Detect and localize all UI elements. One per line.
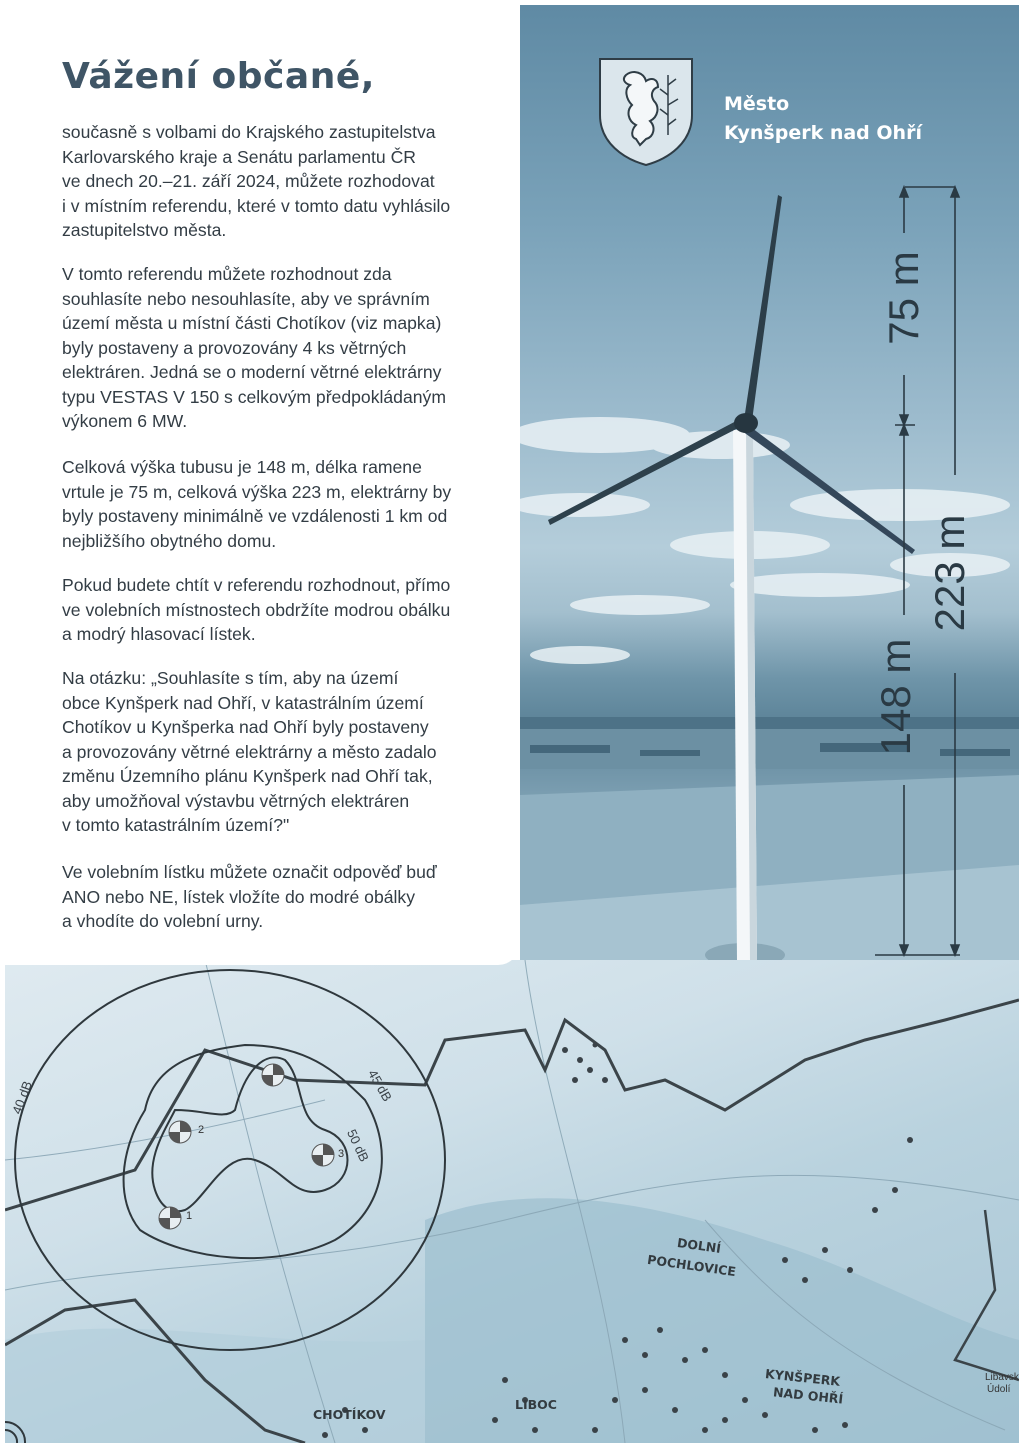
dimension-label-total: 223 m: [926, 514, 973, 632]
turbine-number-3: 3: [338, 1148, 345, 1160]
text-line: ve volebních místnostech obdržíte modrou obálku: [62, 599, 451, 620]
noise-label-40db: 40 dB: [9, 1078, 35, 1117]
text-line: nejbližšího obytného domu.: [62, 530, 277, 551]
noise-label-45db: 45 dB: [365, 1067, 395, 1104]
dimension-label-tower: 148 m: [872, 638, 919, 756]
town-name: [724, 90, 922, 148]
text-line: vrtule je 75 m, celková výška 223 m, elektrárny by: [62, 481, 452, 502]
town-line-1: Město: [724, 93, 790, 115]
text-line: Chotíkov u Kynšperka nad Ohří byly postaveny: [62, 717, 429, 737]
place-label-nad-ohri: NAD OHŘÍ: [772, 1384, 844, 1407]
coat-of-arms-icon: [596, 55, 696, 167]
text-line: typu VESTAS V 150 s celkovým předpokládaným: [62, 386, 446, 407]
place-label-kynsperk: KYNŠPERK: [764, 1366, 841, 1389]
text-line: Celková výška tubusu je 148 m, délka ramene: [62, 457, 422, 477]
text-line: současně s volbami do Krajského zastupitelstva: [62, 122, 436, 142]
text-line: Na otázku: „Souhlasíte s tím, aby na území: [62, 668, 399, 688]
place-label-udoli: Údolí: [987, 1384, 1011, 1395]
noise-label-50db: 50 dB: [344, 1126, 372, 1165]
text-line: ve dnech 20.–21. září 2024, můžete rozhodovat: [62, 171, 435, 191]
paragraph-dimensions: [62, 455, 512, 553]
text-line: elektráren. Jedná se o moderní větrné elektrárny: [62, 362, 442, 382]
turbine-number-1: 1: [186, 1210, 193, 1222]
text-line: byly postaveny minimálně ve vzdálenosti 1 km od: [62, 506, 448, 526]
turbine-number-2: 2: [198, 1124, 205, 1136]
paragraph-intro: [62, 120, 512, 243]
text-line: Ve volebním lístku můžete označit odpověď buď: [62, 862, 437, 882]
text-line: zastupitelstvo města.: [62, 220, 227, 240]
text-line: v tomto katastrálním území?": [62, 815, 290, 835]
place-label-dolni: DOLNÍ: [676, 1235, 722, 1256]
text-line: Karlovarského kraje a Senátu parlamentu ČR: [62, 146, 417, 167]
paragraph-referendum: [62, 262, 512, 434]
place-label-liboc: LIBOC: [515, 1397, 557, 1412]
place-label-pochlovice: POCHLOVICE: [646, 1251, 737, 1280]
text-line: a vhodíte do volební urny.: [62, 911, 264, 931]
dimension-label-rotor: 75 m: [880, 251, 927, 345]
text-line: Pokud budete chtít v referendu rozhodnout, přímo: [62, 575, 451, 595]
text-line: a provozovány větrné elektrárny a město zadalo: [62, 741, 437, 762]
paragraph-envelope: [62, 573, 512, 647]
headline: Vážení občané,: [62, 56, 375, 97]
text-line: obce Kynšperk nad Ohří, v katastrálním území: [62, 692, 424, 713]
text-line: a modrý hlasovací lístek.: [62, 624, 256, 644]
paragraph-ballot: [62, 860, 512, 934]
text-line: výkonem 6 MW.: [62, 411, 188, 431]
text-line: aby umožňoval výstavbu větrných elektráren: [62, 790, 410, 811]
text-line: souhlasíte nebo nesouhlasíte, aby ve správním: [62, 288, 430, 309]
text-line: i v místním referendu, které v tomto datu vyhlásilo: [62, 195, 451, 216]
text-line: byly postaveny a provozovány 4 ks větrných: [62, 337, 407, 358]
noise-map: [5, 960, 1019, 1443]
town-line-2: Kynšperk nad Ohří: [724, 122, 922, 144]
place-label-libavsk: Libavsk: [985, 1372, 1019, 1383]
map-illustration: [5, 960, 1019, 1443]
text-line: V tomto referendu můžete rozhodnout zda: [62, 264, 392, 284]
text-line: ANO nebo NE, lístek vložíte do modré obálky: [62, 886, 416, 907]
place-label-chotikov: CHOTÍKOV: [313, 1407, 386, 1422]
text-line: území města u místní části Chotíkov (viz mapka): [62, 313, 442, 333]
paragraph-question: [62, 666, 512, 838]
text-line: změnu Územního plánu Kynšperk nad Ohří tak,: [62, 766, 433, 786]
